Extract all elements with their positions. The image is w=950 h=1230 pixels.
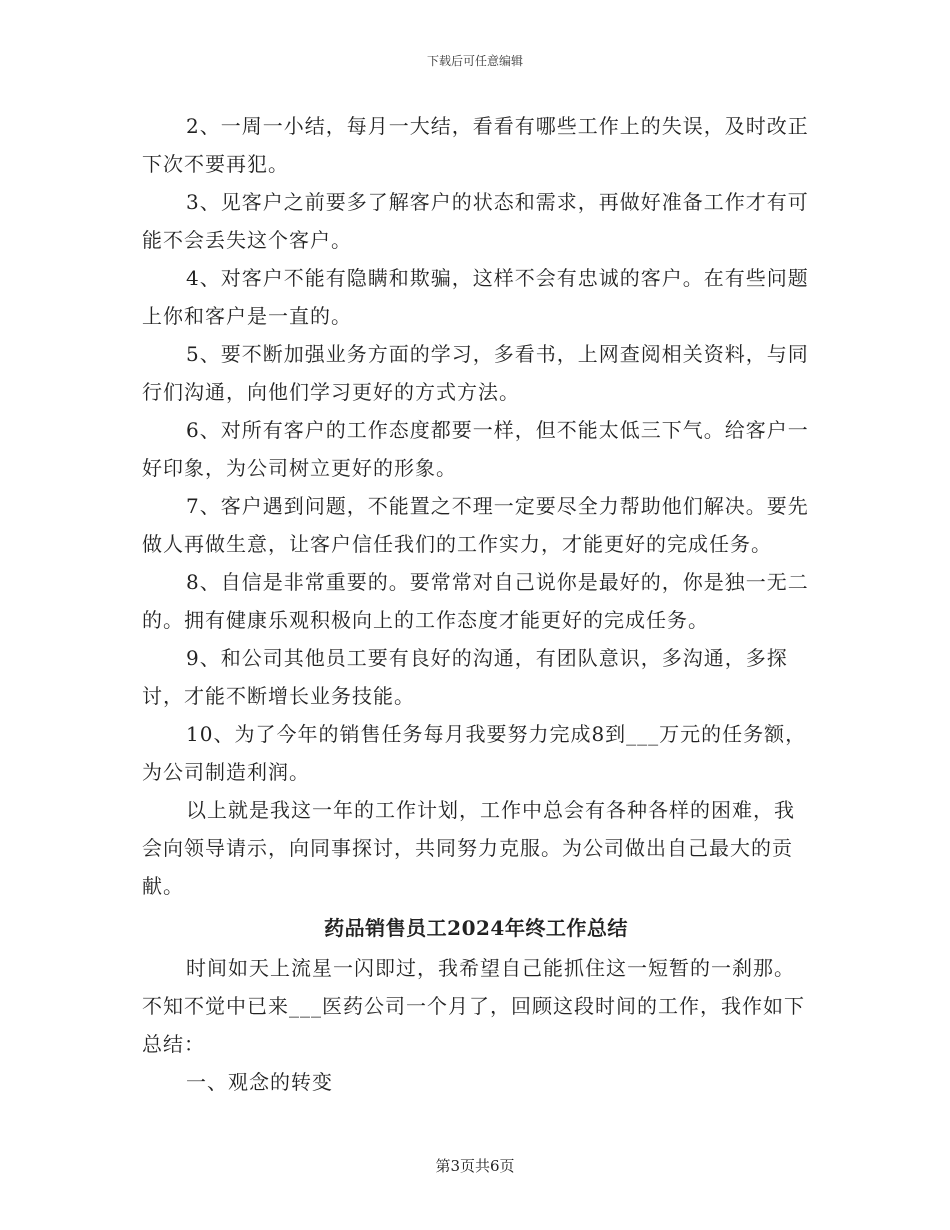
- paragraph: 2、一周一小结，每月一大结，看看有哪些工作上的失误，及时改正下次不要再犯。: [142, 114, 809, 176]
- paragraph: 7、客户遇到问题，不能置之不理一定要尽全力帮助他们解决。要先做人再做生意，让客户信任我们的工作实力，才能更好的完成任务。: [142, 494, 809, 556]
- paragraph: 8、自信是非常重要的。要常常对自己说你是最好的，你是独一无二的。拥有健康乐观积极向上的工作态度才能更好的完成任务。: [142, 570, 809, 632]
- paragraph: 4、对客户不能有隐瞒和欺骗，这样不会有忠诚的客户。在有些问题上你和客户是一直的。: [142, 266, 809, 328]
- document-body: [142, 107, 810, 1101]
- paragraph: 9、和公司其他员工要有良好的沟通，有团队意识，多沟通，多探讨，才能不断增长业务技能。: [142, 646, 788, 708]
- paragraph: 5、要不断加强业务方面的学习，多看书，上网查阅相关资料，与同行们沟通，向他们学习更好的方式方法。: [142, 342, 809, 404]
- section-title: 药品销售员工2024年终工作总结: [324, 916, 628, 940]
- paragraph: 以上就是我这一年的工作计划，工作中总会有各种各样的困难，我会向领导请示，向同事探讨，共同努力克服。为公司做出自己最大的贡献。: [142, 798, 795, 898]
- paragraph: 10、为了今年的销售任务每月我要努力完成8到___万元的任务额，为公司制造利润。: [142, 722, 807, 784]
- paragraph: 时间如天上流星一闪即过，我希望自己能抓住这一短暂的一刹那。不知不觉中已来___医药公司一个月了，回顾这段时间的工作，我作如下总结：: [142, 956, 805, 1056]
- page-header: 下载后可任意编辑: [426, 54, 523, 68]
- paragraph: 6、对所有客户的工作态度都要一样，但不能太低三下气。给客户一好印象，为公司树立更好的形象。: [142, 418, 809, 480]
- page-footer: 第3页共6页: [435, 1157, 515, 1175]
- subheading: 一、观念的转变: [186, 1070, 333, 1094]
- paragraph: 3、见客户之前要多了解客户的状态和需求，再做好准备工作才有可能不会丢失这个客户。: [142, 190, 809, 252]
